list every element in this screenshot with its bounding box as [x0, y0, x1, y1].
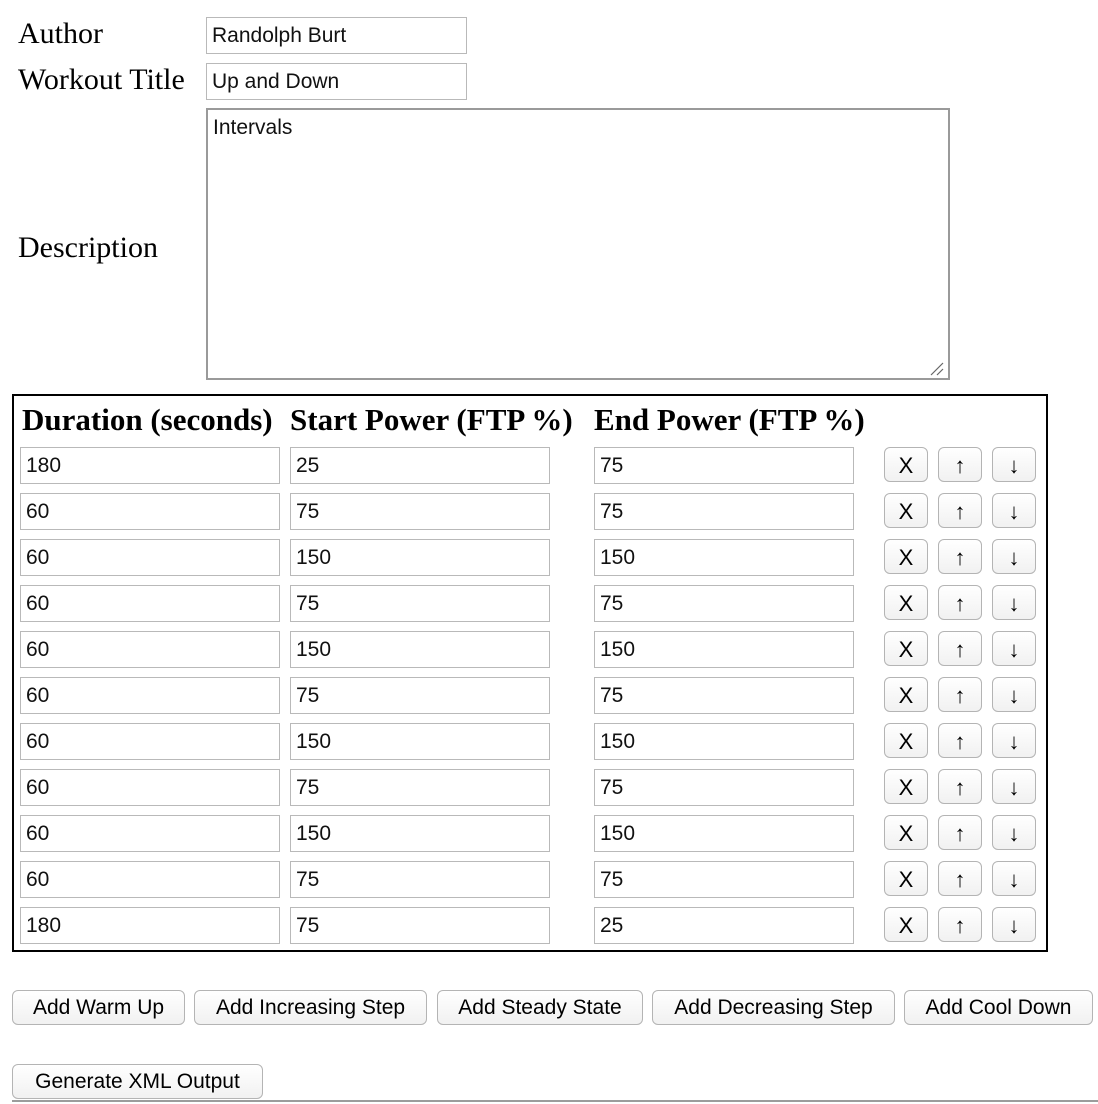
duration-input[interactable] — [20, 585, 280, 622]
delete-row-button[interactable]: X — [884, 585, 928, 620]
duration-input[interactable] — [20, 907, 280, 944]
workout-title-input[interactable] — [206, 63, 467, 100]
duration-input[interactable] — [20, 815, 280, 852]
workout-title-label: Workout Title — [18, 63, 185, 96]
delete-row-button[interactable]: X — [884, 815, 928, 850]
move-up-button[interactable]: ↑ — [938, 769, 982, 804]
move-down-button[interactable]: ↓ — [992, 861, 1036, 896]
description-textarea[interactable] — [206, 108, 950, 380]
add-decreasing-step-button[interactable]: Add Decreasing Step — [652, 990, 895, 1025]
move-down-button[interactable]: ↓ — [992, 769, 1036, 804]
duration-input[interactable] — [20, 769, 280, 806]
end-power-input[interactable] — [594, 539, 854, 576]
start-power-input[interactable] — [290, 861, 550, 898]
move-up-button[interactable]: ↑ — [938, 815, 982, 850]
start-power-input[interactable] — [290, 769, 550, 806]
move-down-button[interactable]: ↓ — [992, 815, 1036, 850]
table-row — [0, 539, 1098, 576]
start-power-input[interactable] — [290, 677, 550, 714]
table-row — [0, 493, 1098, 530]
add-steady-state-button[interactable]: Add Steady State — [437, 990, 643, 1025]
description-label: Description — [18, 231, 158, 264]
header-end-power: End Power (FTP %) — [594, 402, 865, 437]
delete-row-button[interactable]: X — [884, 631, 928, 666]
move-down-button[interactable]: ↓ — [992, 677, 1036, 712]
table-row — [0, 861, 1098, 898]
duration-input[interactable] — [20, 677, 280, 714]
move-up-button[interactable]: ↑ — [938, 677, 982, 712]
move-up-button[interactable]: ↑ — [938, 723, 982, 758]
table-row — [0, 585, 1098, 622]
end-power-input[interactable] — [594, 723, 854, 760]
move-down-button[interactable]: ↓ — [992, 539, 1036, 574]
delete-row-button[interactable]: X — [884, 539, 928, 574]
author-input[interactable] — [206, 17, 467, 54]
end-power-input[interactable] — [594, 677, 854, 714]
end-power-input[interactable] — [594, 585, 854, 622]
start-power-input[interactable] — [290, 585, 550, 622]
end-power-input[interactable] — [594, 861, 854, 898]
start-power-input[interactable] — [290, 631, 550, 668]
move-up-button[interactable]: ↑ — [938, 493, 982, 528]
end-power-input[interactable] — [594, 493, 854, 530]
table-row — [0, 631, 1098, 668]
table-row — [0, 447, 1098, 484]
start-power-input[interactable] — [290, 493, 550, 530]
end-power-input[interactable] — [594, 631, 854, 668]
delete-row-button[interactable]: X — [884, 769, 928, 804]
start-power-input[interactable] — [290, 723, 550, 760]
table-row — [0, 907, 1098, 944]
move-up-button[interactable]: ↑ — [938, 539, 982, 574]
delete-row-button[interactable]: X — [884, 723, 928, 758]
move-down-button[interactable]: ↓ — [992, 631, 1036, 666]
delete-row-button[interactable]: X — [884, 861, 928, 896]
move-up-button[interactable]: ↑ — [938, 585, 982, 620]
start-power-input[interactable] — [290, 815, 550, 852]
duration-input[interactable] — [20, 861, 280, 898]
table-row — [0, 677, 1098, 714]
duration-input[interactable] — [20, 493, 280, 530]
add-cool-down-button[interactable]: Add Cool Down — [904, 990, 1093, 1025]
generate-xml-output-button[interactable]: Generate XML Output — [12, 1064, 263, 1099]
move-down-button[interactable]: ↓ — [992, 447, 1036, 482]
end-power-input[interactable] — [594, 769, 854, 806]
duration-input[interactable] — [20, 447, 280, 484]
start-power-input[interactable] — [290, 447, 550, 484]
divider — [12, 1100, 1098, 1102]
move-up-button[interactable]: ↑ — [938, 631, 982, 666]
resize-grip-icon[interactable] — [928, 360, 944, 376]
duration-input[interactable] — [20, 631, 280, 668]
move-down-button[interactable]: ↓ — [992, 907, 1036, 942]
duration-input[interactable] — [20, 539, 280, 576]
header-start-power: Start Power (FTP %) — [290, 402, 573, 437]
add-warm-up-button[interactable]: Add Warm Up — [12, 990, 185, 1025]
start-power-input[interactable] — [290, 539, 550, 576]
move-down-button[interactable]: ↓ — [992, 723, 1036, 758]
add-increasing-step-button[interactable]: Add Increasing Step — [194, 990, 427, 1025]
end-power-input[interactable] — [594, 447, 854, 484]
header-duration: Duration (seconds) — [22, 402, 273, 437]
move-up-button[interactable]: ↑ — [938, 447, 982, 482]
duration-input[interactable] — [20, 723, 280, 760]
author-label: Author — [18, 17, 103, 50]
start-power-input[interactable] — [290, 907, 550, 944]
move-down-button[interactable]: ↓ — [992, 493, 1036, 528]
delete-row-button[interactable]: X — [884, 447, 928, 482]
end-power-input[interactable] — [594, 815, 854, 852]
table-row — [0, 723, 1098, 760]
table-row — [0, 815, 1098, 852]
move-down-button[interactable]: ↓ — [992, 585, 1036, 620]
delete-row-button[interactable]: X — [884, 907, 928, 942]
move-up-button[interactable]: ↑ — [938, 861, 982, 896]
delete-row-button[interactable]: X — [884, 493, 928, 528]
move-up-button[interactable]: ↑ — [938, 907, 982, 942]
table-row — [0, 769, 1098, 806]
delete-row-button[interactable]: X — [884, 677, 928, 712]
end-power-input[interactable] — [594, 907, 854, 944]
